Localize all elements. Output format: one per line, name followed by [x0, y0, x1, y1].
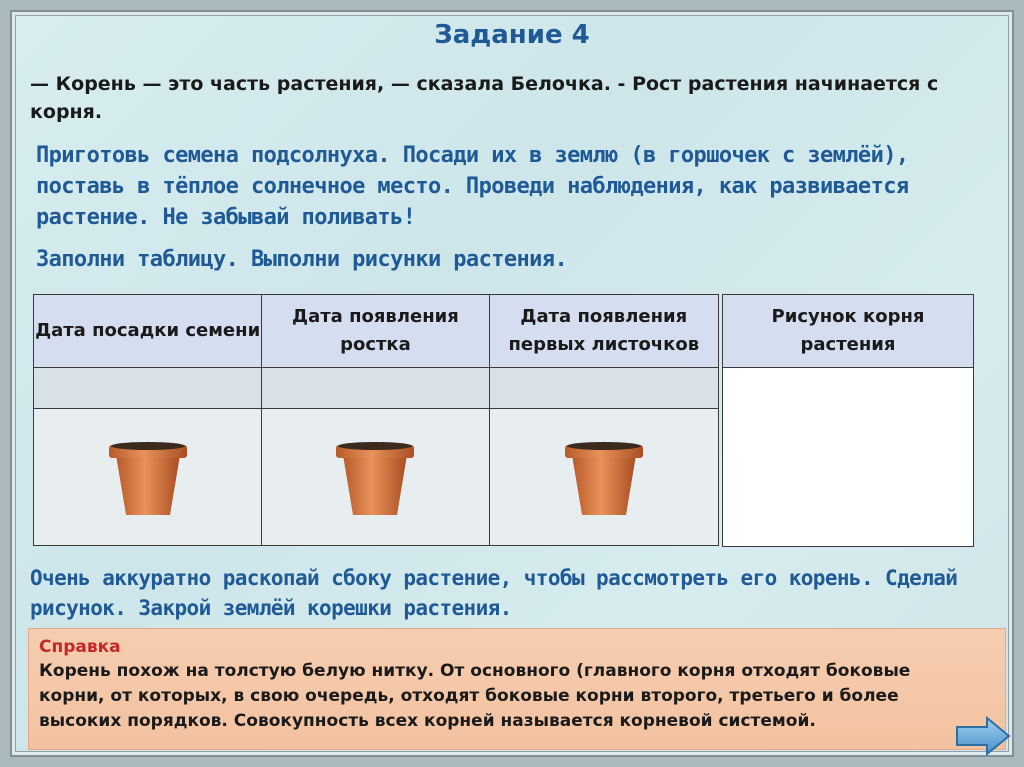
- header-root-drawing: Рисунок корня растения: [723, 295, 974, 368]
- pot-cell: [262, 409, 489, 546]
- fill-instruction: Заполни таблицу. Выполни рисунки растения.: [36, 247, 568, 272]
- leaves-date-cell[interactable]: [489, 368, 718, 409]
- intro-text: — Корень — это часть растения, — сказала Белочка. - Рост растения начинается с корня.: [30, 73, 939, 123]
- flower-pot-icon: [333, 439, 417, 517]
- dig-instruction: Очень аккуратно раскопай сбоку растение, чтобы рассмотреть его корень. Сделай рисунок. Закрой землёй корешки растения.: [30, 566, 958, 620]
- arrow-right-icon[interactable]: [955, 716, 1011, 756]
- flower-pot-icon: [562, 439, 646, 517]
- slide-title: Задание 4: [434, 20, 590, 50]
- root-drawing-area[interactable]: [723, 368, 974, 547]
- root-drawing-table: [722, 294, 974, 547]
- reference-title: Справка: [39, 637, 121, 657]
- reference-text: Корень похож на толстую белую нитку. От основного (главного корня отходят боковые корни, от которых, в свою очередь, отходят боковые корни второго, третьего и более высоких порядков. Совокупность всех корней называется корневой системой.: [39, 661, 911, 731]
- header-sprout-date: Дата появления ростка: [262, 295, 489, 368]
- task-text: Приготовь семена подсолнуха. Посади их в землю (в горшочек с землёй), поставь в тёплое солнечное место. Проведи наблюдения, как развивается растение. Не забывай поливать!: [36, 143, 909, 230]
- observation-table: [33, 294, 719, 546]
- pot-cell: [489, 409, 718, 546]
- planting-date-cell[interactable]: [34, 368, 262, 409]
- sprout-date-cell[interactable]: [262, 368, 489, 409]
- pot-cell: [34, 409, 262, 546]
- flower-pot-icon: [106, 439, 190, 517]
- header-leaves-date: Дата появления первых листочков: [489, 295, 718, 368]
- header-planting-date: Дата посадки семени: [34, 295, 262, 368]
- reference-box: [28, 628, 1006, 750]
